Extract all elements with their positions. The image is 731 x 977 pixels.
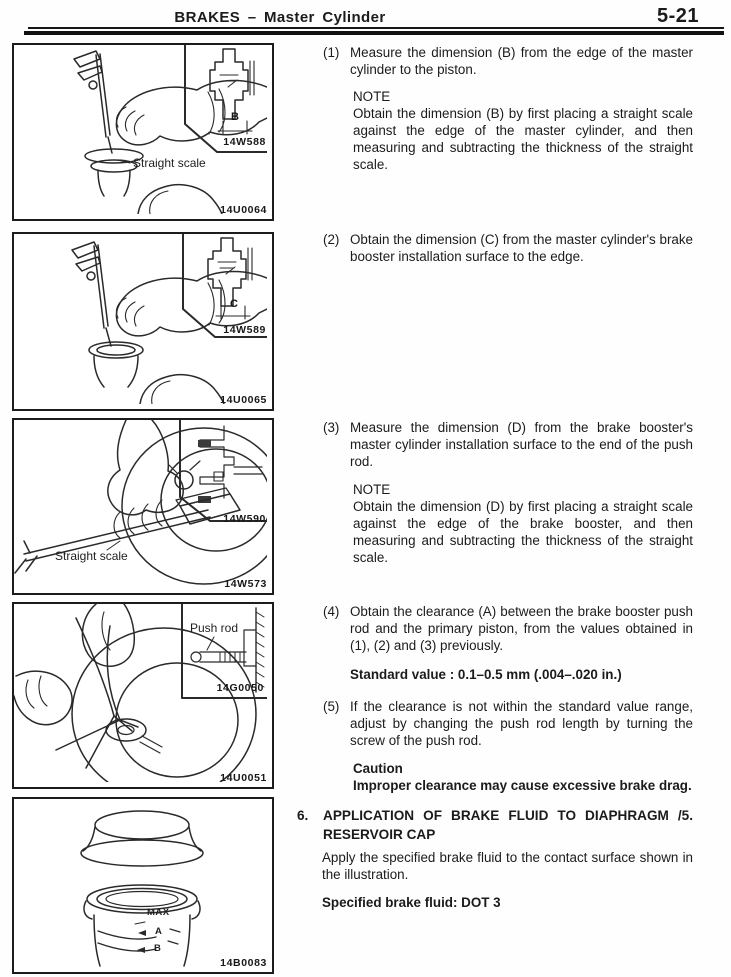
step-number: (1) [323,45,340,60]
step-2 [297,231,693,265]
step-3 [297,419,693,470]
page-number: 5-21 [656,5,699,27]
figure-code: 14U0065 [220,394,267,406]
step-5 [297,698,693,749]
note-title: NOTE [353,89,391,104]
figure-code: 14W573 [224,578,267,590]
note-title: NOTE [353,482,391,497]
max-mark: MAX [147,907,170,918]
figure-code: 14U0051 [220,772,267,784]
section-6-body: Apply the specified brake fluid to the contact surface shown in the illustration. [322,850,693,882]
header-rule-thick [24,31,724,35]
figure-adjust-push-rod [12,602,274,789]
figure-reservoir-cap [12,797,274,974]
caliper-master-cylinder-illustration [14,45,267,214]
figure-code: 14U0064 [220,204,267,216]
straight-scale-label: Straight scale [55,549,128,563]
step-text: Measure the dimension (B) from the edge of the master cylinder to the piston. [350,45,693,77]
a-mark: A [155,926,163,937]
section-6-heading [297,806,693,844]
reservoir-cap-illustration [14,799,267,967]
step-number: (4) [323,604,340,619]
step-number: (2) [323,232,340,247]
figure-code: 14B0083 [220,957,267,969]
caution-title: Caution [353,761,403,776]
step-text: Obtain the dimension (C) from the master cylinder's brake booster installation surface to the edge. [350,232,693,264]
b-mark: B [154,943,162,954]
step-number: (5) [323,699,340,714]
figure-measure-dimension-b [12,43,274,221]
figure-measure-dimension-c [12,232,274,411]
caution [353,760,693,794]
specified-brake-fluid: Specified brake fluid: DOT 3 [322,895,501,910]
inset-figure-code: 14W589 [223,324,266,336]
note-text: Obtain the dimension (B) by first placing a straight scale against the edge of the master cylinder, and then measuring and subtracting the thickness of the straight scale. [353,106,693,172]
note-3 [353,481,693,566]
push-rod-label: Push rod [190,621,239,635]
dimension-b-letter: B [231,111,239,123]
section-title: APPLICATION OF BRAKE FLUID TO DIAPHRAGM /5. RESERVOIR CAP [323,808,693,842]
step-text: Obtain the clearance (A) between the brake booster push rod and the primary piston, from the values obtained in (1), (2) and (3) previously. [350,604,693,653]
inset-figure-code: 14W590 [223,513,266,525]
inset-figure-code: 14G0050 [216,682,264,694]
figure-measure-dimension-d [12,418,274,595]
header-rule-thin [28,27,724,29]
dimension-c-letter: C [230,298,238,310]
caution-text: Improper clearance may cause excessive brake drag. [353,778,692,793]
straight-scale-label: Straight scale [133,156,206,170]
caliper-master-cylinder-illustration [14,234,267,404]
page-title: BRAKES – Master Cylinder [174,9,386,26]
step-1 [297,44,693,78]
inset-figure-code: 14W588 [223,136,266,148]
step-text: Measure the dimension (D) from the brake booster's master cylinder installation surface to the end of the push rod. [350,420,693,469]
note-1 [353,88,693,173]
standard-value: Standard value : 0.1–0.5 mm (.004–.020 in.) [350,667,622,682]
caliper-brake-booster-illustration [14,420,267,588]
step-text: If the clearance is not within the standard value range, adjust by changing the push rod length by turning the screw of the push rod. [350,699,693,748]
note-text: Obtain the dimension (D) by first placing a straight scale against the edge of the brake booster, and then measuring and subtracting the thickness of the straight scale. [353,499,693,565]
section-number: 6. [297,808,309,823]
step-4 [297,603,693,654]
step-number: (3) [323,420,340,435]
